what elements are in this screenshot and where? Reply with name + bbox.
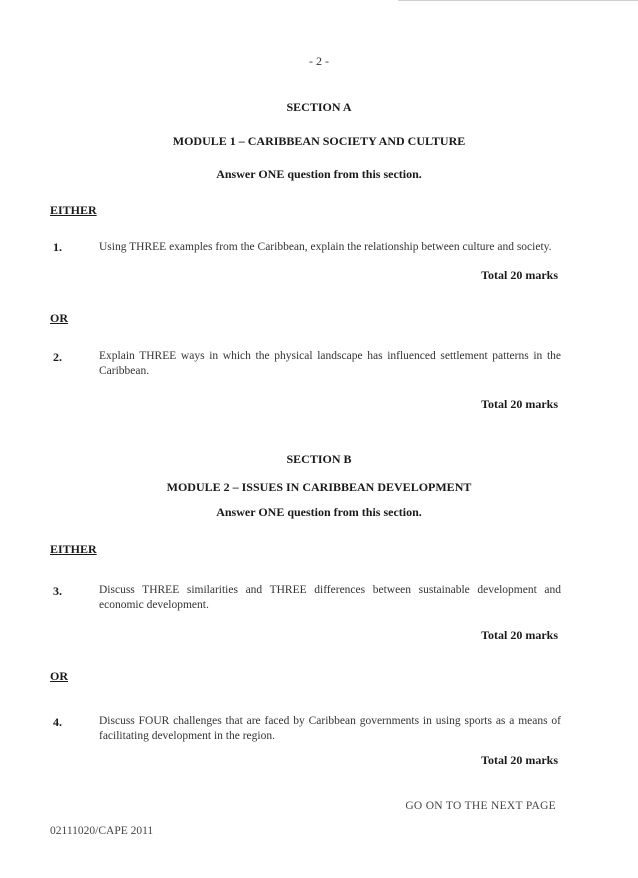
section-a-title: SECTION A: [286, 100, 352, 114]
question-4-number: 4.: [53, 715, 62, 729]
paper-code: 02111020/CAPE 2011: [50, 825, 154, 837]
question-2-number: 2.: [53, 350, 62, 364]
question-3-marks: Total 20 marks: [481, 628, 558, 642]
question-1-number: 1.: [53, 240, 62, 254]
section-b-either-label: EITHER: [50, 542, 97, 556]
section-a-instruction: Answer ONE question from this section.: [216, 167, 422, 181]
question-1-marks: Total 20 marks: [481, 268, 558, 282]
question-1-text: Using THREE examples from the Caribbean, explain the relationship between culture and society.: [99, 241, 552, 253]
section-a-module: MODULE 1 – CARIBBEAN SOCIETY AND CULTURE: [172, 134, 466, 148]
section-a-or-label: OR: [50, 311, 68, 325]
section-b-or-label: OR: [50, 669, 68, 683]
question-2-marks: Total 20 marks: [481, 397, 558, 411]
section-b-instruction: Answer ONE question from this section.: [216, 505, 422, 519]
question-3-number: 3.: [53, 584, 62, 598]
question-3-text: Discuss THREE similarities and THREE differences between sustainable development and economic development.: [99, 584, 561, 611]
question-4-marks: Total 20 marks: [481, 753, 558, 767]
section-a-either-label: EITHER: [50, 203, 97, 217]
question-4-text: Discuss FOUR challenges that are faced by Caribbean governments in using sports as a means of facilitating development in the region.: [99, 715, 561, 742]
question-2-text: Explain THREE ways in which the physical landscape has influenced settlement patterns in the Caribbean.: [99, 350, 561, 377]
section-b-module: MODULE 2 – ISSUES IN CARIBBEAN DEVELOPMENT: [166, 480, 472, 494]
section-b-title: SECTION B: [286, 452, 352, 466]
scan-edge-line: [398, 0, 638, 1]
page-number: - 2 -: [309, 54, 329, 68]
go-on-next-page: GO ON TO THE NEXT PAGE: [405, 800, 556, 812]
